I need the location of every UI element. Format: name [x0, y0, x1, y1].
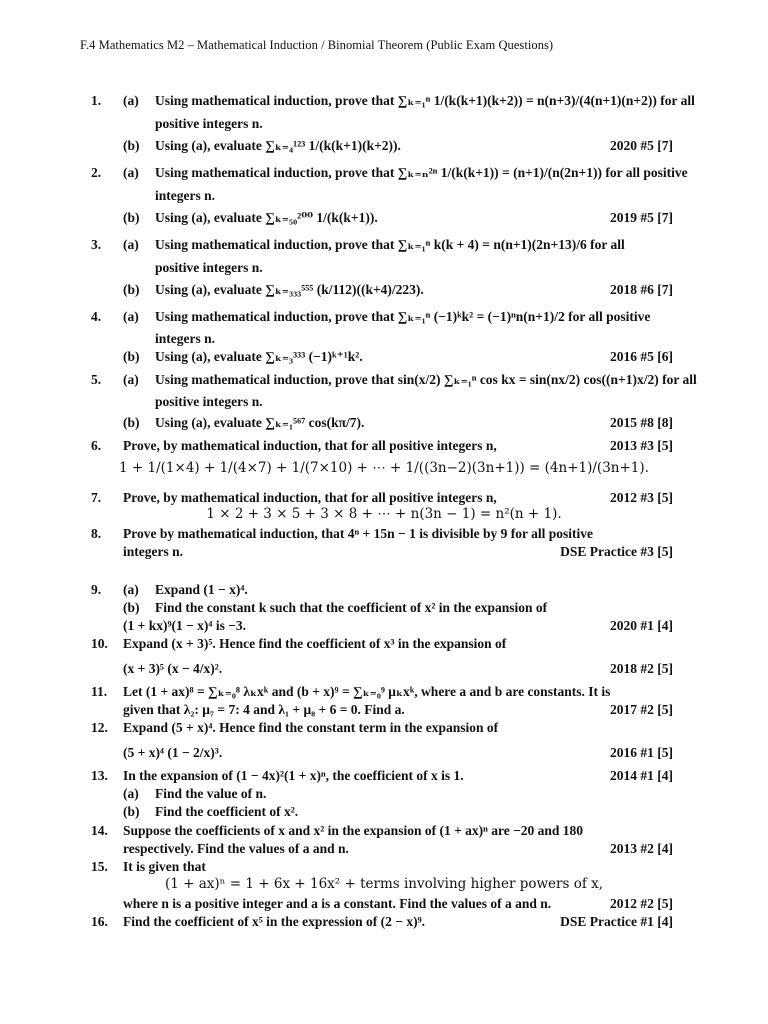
part-label: (b) — [123, 349, 140, 364]
exam-reference: 2013 #3 [5] — [610, 438, 673, 453]
page-header: F.4 Mathematics M2 – Mathematical Induction / Binomial Theorem (Public Exam Questions) — [80, 38, 554, 52]
exam-reference: 2018 #6 [7] — [610, 282, 673, 297]
exam-reference: 2017 #2 [5] — [610, 702, 673, 717]
question-text: Using mathematical induction, prove that ∑ₖ₌₁ⁿ 1/(k(k+1)(k+2)) = n(n+3)/(4(n+1)(n+2)) for all — [155, 93, 695, 108]
question-number: 9. — [91, 582, 102, 597]
question-number: 2. — [91, 165, 102, 180]
question-text: (x + 3)⁵ (x − 4/x)². — [123, 661, 223, 676]
part-label: (b) — [123, 282, 140, 297]
part-label: (b) — [123, 415, 140, 430]
question-text: Using (a), evaluate ∑ₖ₌₄¹²³ 1/(k(k+1)(k+2)). — [155, 138, 401, 153]
question-text: integers n. — [155, 188, 215, 203]
part-label: (a) — [123, 237, 139, 252]
question-number: 5. — [91, 372, 102, 387]
question-number: 13. — [91, 768, 108, 783]
question-text: Let (1 + ax)⁸ = ∑ₖ₌₀⁸ λₖxᵏ and (b + x)⁹ = ∑ₖ₌₀⁹ μₖxᵏ, where a and b are constants. It is — [123, 684, 611, 699]
question-text: Using (a), evaluate ∑ₖ₌₃₃₃⁵⁵⁵ (k/112)((k+4)/223). — [155, 282, 424, 297]
question-text: Prove, by mathematical induction, that for all positive integers n, — [123, 490, 497, 505]
question-text: Prove by mathematical induction, that 4ⁿ + 15n − 1 is divisible by 9 for all positive — [123, 526, 593, 541]
exam-reference: 2015 #8 [8] — [610, 415, 673, 430]
part-label: (a) — [123, 165, 139, 180]
part-label: (a) — [123, 93, 139, 108]
question-number: 10. — [91, 636, 108, 651]
question-number: 12. — [91, 720, 108, 735]
question-text: In the expansion of (1 − 4x)²(1 + x)ⁿ, the coefficient of x is 1. — [123, 768, 464, 783]
part-label: (b) — [123, 600, 140, 615]
question-number: 11. — [91, 684, 108, 699]
question-text: Using (a), evaluate ∑ₖ₌₃³³³ (−1)ᵏ⁺¹k². — [155, 349, 363, 364]
formula-line: (1 + ax)ⁿ = 1 + 6x + 16x² + terms involving higher powers of x, — [164, 876, 604, 892]
question-text: Find the constant k such that the coefficient of x² in the expansion of — [155, 600, 548, 615]
part-label: (b) — [123, 804, 140, 819]
exam-reference: 2020 #5 [7] — [610, 138, 673, 153]
exam-reference: 2018 #2 [5] — [610, 661, 673, 676]
question-number: 6. — [91, 438, 102, 453]
question-text: integers n. — [123, 544, 183, 559]
question-text: Using mathematical induction, prove that sin(x/2) ∑ₖ₌₁ⁿ cos kx = sin(nx/2) cos((n+1)x/2) for all — [155, 372, 697, 387]
question-text: Find the value of n. — [155, 786, 267, 801]
question-text: respectively. Find the values of a and n. — [123, 841, 349, 856]
question-text: positive integers n. — [155, 260, 263, 275]
question-text: integers n. — [155, 331, 215, 346]
question-number: 4. — [91, 309, 102, 324]
question-text: given that λ₂: μ₇ = 7: 4 and λ₁ + μ₈ + 6 = 0. Find a. — [123, 702, 405, 717]
exam-reference: 2016 #1 [5] — [610, 745, 673, 760]
question-text: (5 + x)⁴ (1 − 2/x)³. — [123, 745, 223, 760]
question-number: 7. — [91, 490, 102, 505]
question-text: positive integers n. — [155, 116, 263, 131]
question-text: Expand (5 + x)⁴. Hence find the constant term in the expansion of — [123, 720, 499, 735]
part-label: (b) — [123, 210, 140, 225]
exam-reference: DSE Practice #1 [4] — [560, 914, 673, 929]
exam-reference: 2014 #1 [4] — [610, 768, 673, 783]
question-number: 16. — [91, 914, 108, 929]
part-label: (a) — [123, 309, 139, 324]
question-text: Using mathematical induction, prove that ∑ₖ₌₁ⁿ (−1)ᵏk² = (−1)ⁿn(n+1)/2 for all positive — [155, 309, 651, 324]
part-label: (a) — [123, 372, 139, 387]
question-text: Using (a), evaluate ∑ₖ₌₅₀²⁰⁰ 1/(k(k+1)). — [155, 210, 378, 225]
question-number: 8. — [91, 526, 102, 541]
question-text: positive integers n. — [155, 394, 263, 409]
question-text: Find the coefficient of x². — [155, 804, 299, 819]
question-number: 3. — [91, 237, 102, 252]
question-number: 15. — [91, 859, 108, 874]
question-number: 14. — [91, 823, 108, 838]
formula-line: 1 + 1/(1×4) + 1/(4×7) + 1/(7×10) + ⋯ + 1/((3n−2)(3n+1)) = (4n+1)/(3n+1). — [119, 460, 649, 476]
exam-reference: 2016 #5 [6] — [610, 349, 673, 364]
question-text: It is given that — [123, 859, 206, 874]
question-text: Expand (x + 3)⁵. Hence find the coefficient of x³ in the expansion of — [123, 636, 507, 651]
question-text: Expand (1 − x)⁴. — [155, 582, 248, 597]
exam-reference: 2012 #3 [5] — [610, 490, 673, 505]
exam-reference: 2020 #1 [4] — [610, 618, 673, 633]
part-label: (a) — [123, 582, 139, 597]
question-text: where n is a positive integer and a is a constant. Find the values of a and n. — [123, 896, 552, 911]
question-text: (1 + kx)⁹(1 − x)⁴ is −3. — [123, 618, 247, 633]
exam-reference: 2012 #2 [5] — [610, 896, 673, 911]
question-text: Using mathematical induction, prove that ∑ₖ₌₁ⁿ k(k + 4) = n(n+1)(2n+13)/6 for all — [155, 237, 625, 252]
part-label: (b) — [123, 138, 140, 153]
exam-reference: DSE Practice #3 [5] — [560, 544, 673, 559]
exam-reference: 2013 #2 [4] — [610, 841, 673, 856]
question-text: Find the coefficient of x⁵ in the expression of (2 − x)⁹. — [123, 914, 426, 929]
question-text: Using mathematical induction, prove that ∑ₖ₌ₙ²ⁿ 1/(k(k+1)) = (n+1)/(n(2n+1)) for all positive — [155, 165, 688, 180]
question-text: Using (a), evaluate ∑ₖ₌₁⁵⁶⁷ cos(kπ/7). — [155, 415, 365, 430]
question-number: 1. — [91, 93, 102, 108]
formula-line: 1 × 2 + 3 × 5 + 3 × 8 + ⋯ + n(3n − 1) = n²(n + 1). — [206, 506, 562, 522]
part-label: (a) — [123, 786, 139, 801]
question-text: Prove, by mathematical induction, that for all positive integers n, — [123, 438, 497, 453]
question-text: Suppose the coefficients of x and x² in the expansion of (1 + ax)ⁿ are −20 and 180 — [123, 823, 584, 838]
exam-reference: 2019 #5 [7] — [610, 210, 673, 225]
